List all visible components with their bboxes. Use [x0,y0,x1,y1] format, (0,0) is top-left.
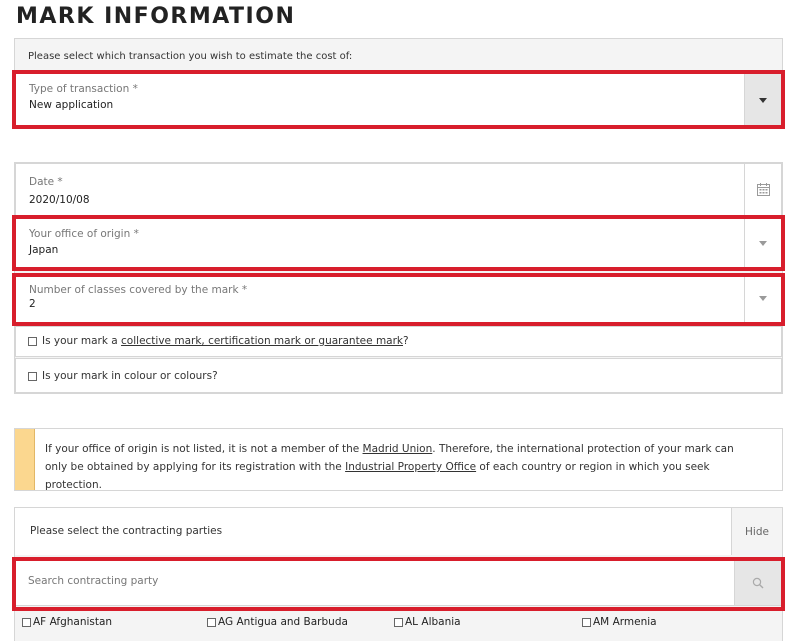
collective-mark-link[interactable]: collective mark, certification mark or guarantee mark [121,335,404,347]
date-label: Date * [29,176,63,188]
notice-part1: If your office of origin is not listed, it is not a member of the [45,443,363,455]
madrid-union-notice [14,428,783,491]
chevron-down-icon [759,98,767,103]
office-of-origin-select[interactable] [15,218,782,269]
chevron-down-icon [759,241,767,246]
transaction-type-select[interactable] [15,73,782,127]
notice-part3: of each country or region in which you seek protection. [45,461,710,491]
industrial-property-office-link[interactable]: Industrial Property Office [345,461,477,473]
transaction-type-value: New application [29,99,114,111]
transaction-instruction: Please select which transaction you wish to estimate the cost of: [28,51,353,62]
party-code: AM [593,616,610,628]
contracting-search-field[interactable] [15,559,782,606]
notice-accent-bar [15,429,35,490]
page-title: MARK INFORMATION [16,4,296,29]
contracting-header [15,508,731,555]
contracting-search-button[interactable] [734,560,781,605]
collective-suffix: ? [403,335,409,347]
contracting-header-text: Please select the contracting parties [30,525,223,537]
classes-dropdown-button[interactable] [744,275,781,322]
party-code: AG [218,616,234,628]
collective-mark-checkbox[interactable] [28,337,37,346]
party-name: Armenia [612,616,657,628]
classes-label: Number of classes covered by the mark * [29,284,248,296]
hide-label: Hide [745,525,769,538]
date-picker-button[interactable] [744,164,781,215]
party-checkbox[interactable] [394,618,403,627]
party-item-am[interactable] [582,616,657,628]
office-of-origin-label: Your office of origin * [29,228,139,240]
search-icon [752,577,764,589]
party-item-ag[interactable] [207,616,348,628]
collective-mark-row [15,326,782,357]
party-code: AL [405,616,419,628]
party-checkbox[interactable] [207,618,216,627]
office-dropdown-button[interactable] [744,219,781,268]
calendar-icon [757,183,770,196]
notice-part2: . Therefore, the international protection of your mark can only be obtained by applying for its registration with the [45,443,734,473]
chevron-down-icon [759,296,767,301]
classes-value: 2 [29,298,36,310]
contracting-search-placeholder: Search contracting party [28,575,159,587]
colour-question: Is your mark in colour or colours? [42,370,218,382]
party-item-af[interactable] [22,616,112,628]
party-checkbox[interactable] [582,618,591,627]
date-field[interactable] [15,163,782,216]
transaction-type-label: Type of transaction * [29,83,138,95]
party-code: AF [33,616,47,628]
colour-mark-checkbox[interactable] [28,372,37,381]
office-of-origin-value: Japan [29,244,59,256]
party-checkbox[interactable] [22,618,31,627]
collective-prefix: Is your mark a [42,335,122,347]
party-name: Antigua and Barbuda [236,616,348,628]
hide-button[interactable] [731,508,782,555]
date-value: 2020/10/08 [29,194,90,206]
colour-mark-row [15,358,782,393]
transaction-dropdown-button[interactable] [744,74,781,126]
party-item-al[interactable] [394,616,461,628]
classes-select[interactable] [15,274,782,323]
notice-text [45,440,754,494]
party-name: Albania [421,616,461,628]
party-name: Afghanistan [49,616,113,628]
madrid-union-link[interactable]: Madrid Union [362,443,433,455]
